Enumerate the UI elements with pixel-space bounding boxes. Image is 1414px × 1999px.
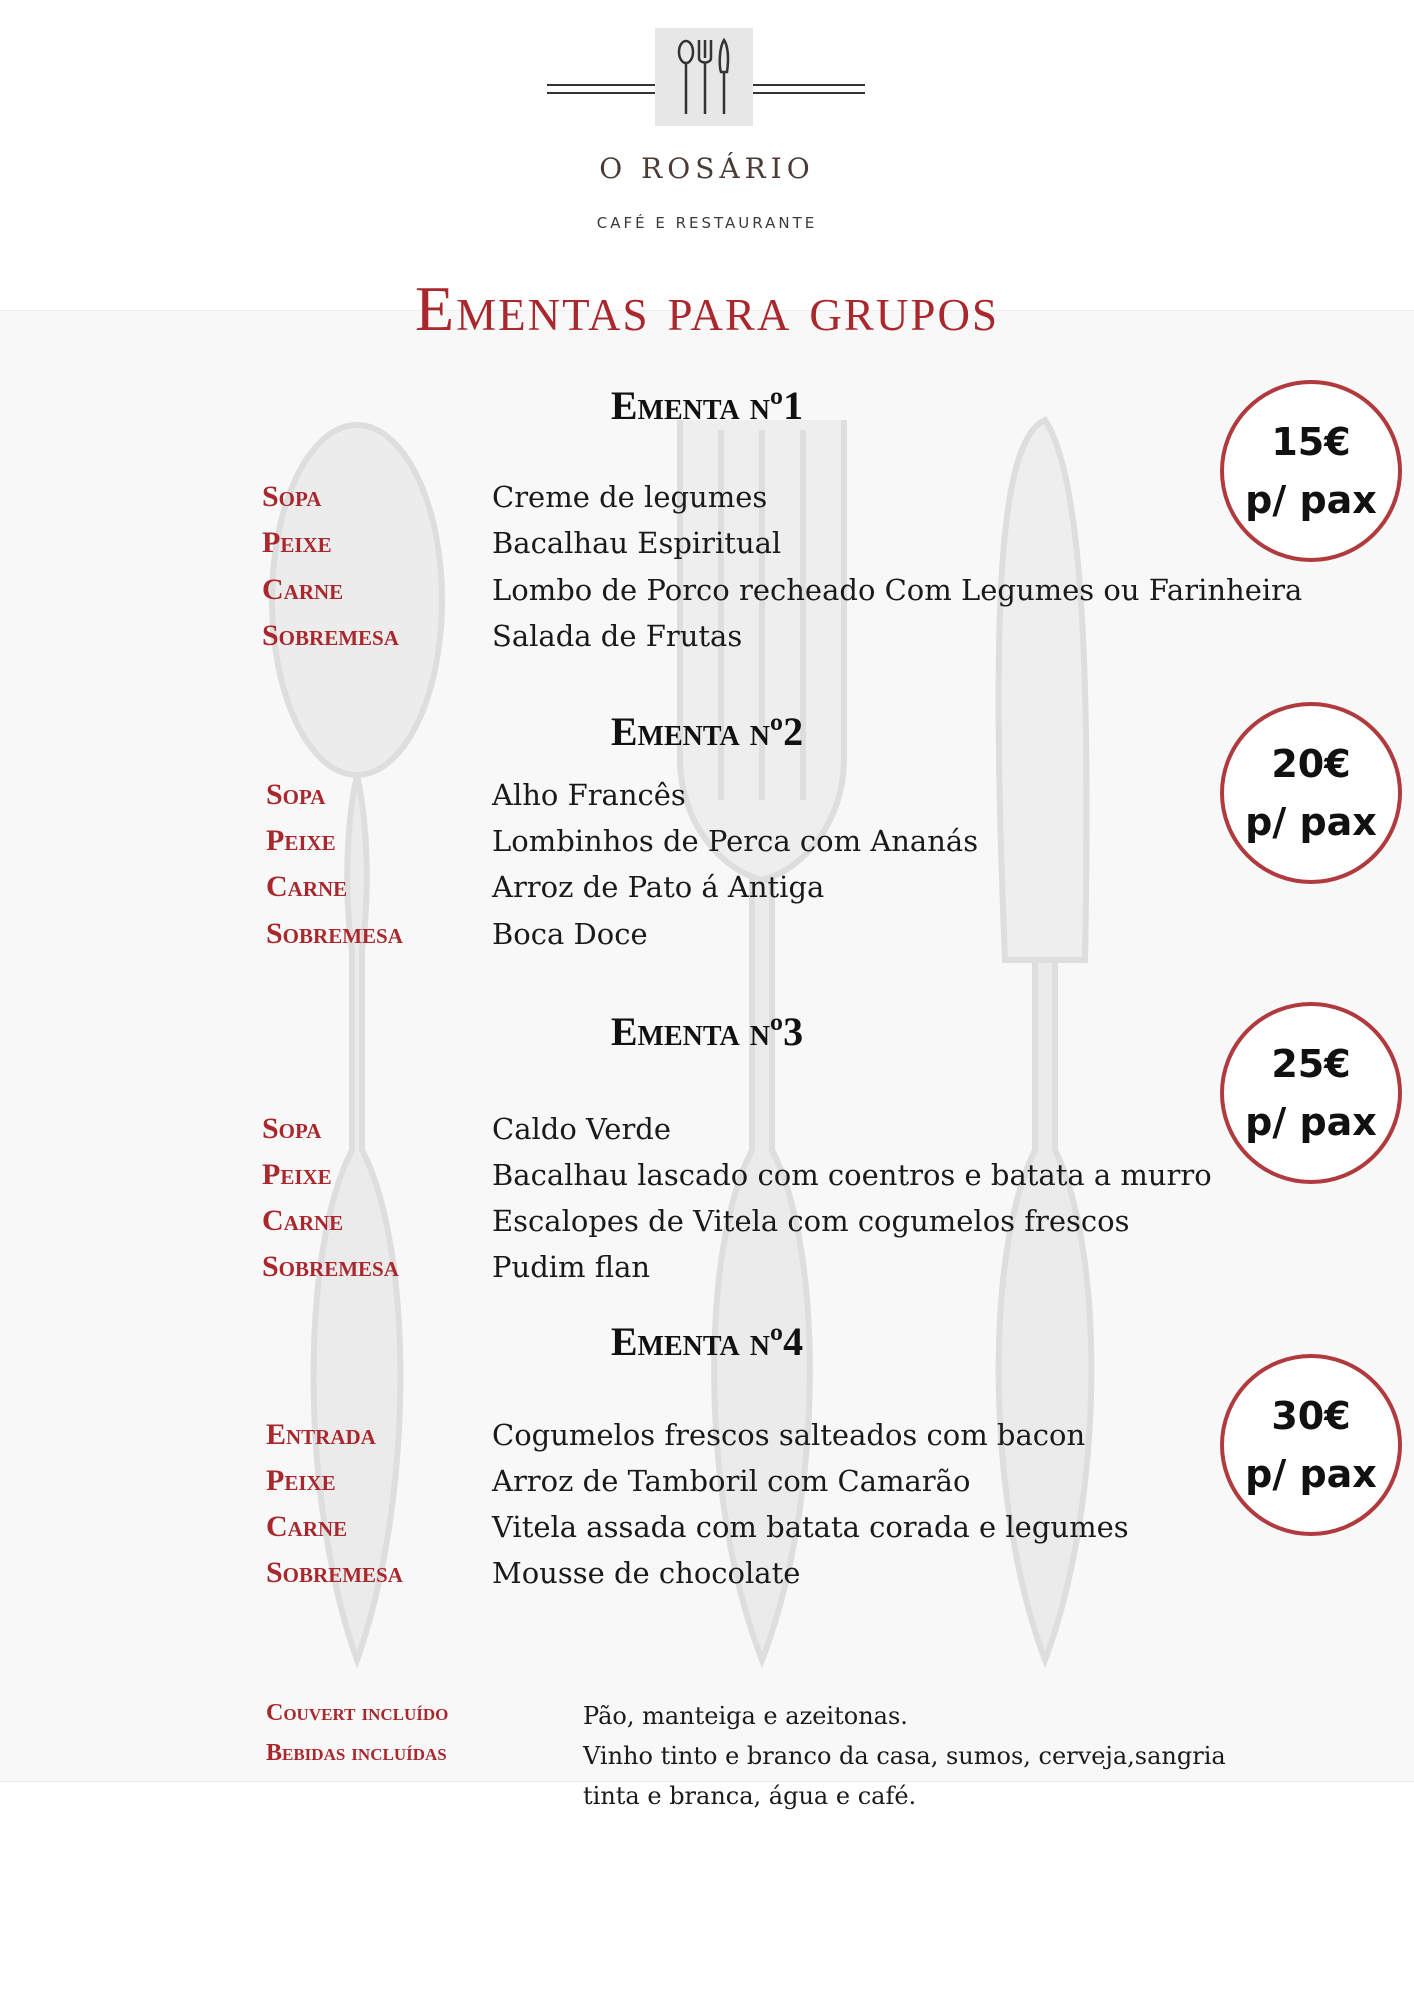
course-label: Sopa	[262, 480, 322, 513]
price-value: 25€	[1271, 1042, 1351, 1086]
course-dish: Lombo de Porco recheado Com Legumes ou Farinheira	[492, 573, 1303, 607]
logo-rule-left	[547, 84, 657, 86]
brand-subtitle: CAFÉ E RESTAURANTE	[596, 214, 818, 232]
logo-rule-right	[753, 84, 865, 86]
course-label: Carne	[266, 1510, 348, 1543]
couvert-text: Pão, manteiga e azeitonas.	[583, 1702, 908, 1730]
course-dish: Mousse de chocolate	[492, 1556, 801, 1590]
couvert-label: Couvert incluído	[266, 1700, 449, 1726]
course-dish: Escalopes de Vitela com cogumelos frescos	[492, 1204, 1130, 1238]
price-badge	[1220, 380, 1402, 562]
course-dish: Pudim flan	[492, 1250, 651, 1284]
course-dish: Arroz de Pato á Antiga	[492, 870, 825, 904]
course-dish: Salada de Frutas	[492, 619, 743, 653]
course-dish: Bacalhau lascado com coentros e batata a murro	[492, 1158, 1212, 1192]
course-label: Entrada	[266, 1418, 376, 1451]
course-dish: Arroz de Tamboril com Camarão	[492, 1464, 971, 1498]
logo-rule-right-2	[753, 92, 865, 94]
menu-title: Ementa nº4	[610, 1319, 804, 1364]
logo-rule-left-2	[547, 92, 657, 94]
course-label: Sobremesa	[262, 1250, 399, 1283]
course-dish: Lombinhos de Perca com Ananás	[492, 824, 979, 858]
price-unit: p/ pax	[1245, 478, 1377, 522]
course-label: Peixe	[262, 1158, 332, 1191]
price-unit: p/ pax	[1245, 1452, 1377, 1496]
course-label: Carne	[266, 870, 348, 903]
price-value: 20€	[1271, 742, 1351, 786]
page-title: Ementas para grupos	[415, 273, 999, 344]
course-dish: Bacalhau Espiritual	[492, 526, 782, 560]
course-label: Sobremesa	[266, 917, 403, 950]
course-label: Sopa	[262, 1112, 322, 1145]
course-dish: Vitela assada com batata corada e legumes	[492, 1510, 1129, 1544]
course-dish: Boca Doce	[492, 917, 648, 951]
cutlery-icon	[655, 28, 753, 126]
course-label: Sopa	[266, 778, 326, 811]
price-value: 30€	[1271, 1394, 1351, 1438]
price-badge	[1220, 1354, 1402, 1536]
menu-title: Ementa nº2	[610, 709, 804, 754]
course-label: Carne	[262, 1204, 344, 1237]
price-unit: p/ pax	[1245, 800, 1377, 844]
price-badge	[1220, 702, 1402, 884]
logo	[655, 28, 753, 126]
course-label: Sobremesa	[262, 619, 399, 652]
drinks-text: Vinho tinto e branco da casa, sumos, cerveja,sangria tinta e branca, água e café.	[583, 1742, 1226, 1810]
price-value: 15€	[1271, 420, 1351, 464]
brand-name: O ROSÁRIO	[599, 152, 815, 185]
course-label: Peixe	[262, 526, 332, 559]
course-dish: Caldo Verde	[492, 1112, 672, 1146]
menu-title: Ementa nº1	[610, 383, 804, 428]
course-label: Carne	[262, 573, 344, 606]
course-label: Peixe	[266, 1464, 336, 1497]
drinks-label: Bebidas incluídas	[266, 1740, 447, 1766]
menu-title: Ementa nº3	[610, 1009, 804, 1054]
course-dish: Cogumelos frescos salteados com bacon	[492, 1418, 1086, 1452]
course-label: Sobremesa	[266, 1556, 403, 1589]
course-dish: Alho Francês	[492, 778, 686, 812]
price-unit: p/ pax	[1245, 1100, 1377, 1144]
price-badge	[1220, 1002, 1402, 1184]
course-dish: Creme de legumes	[492, 480, 768, 514]
course-label: Peixe	[266, 824, 336, 857]
